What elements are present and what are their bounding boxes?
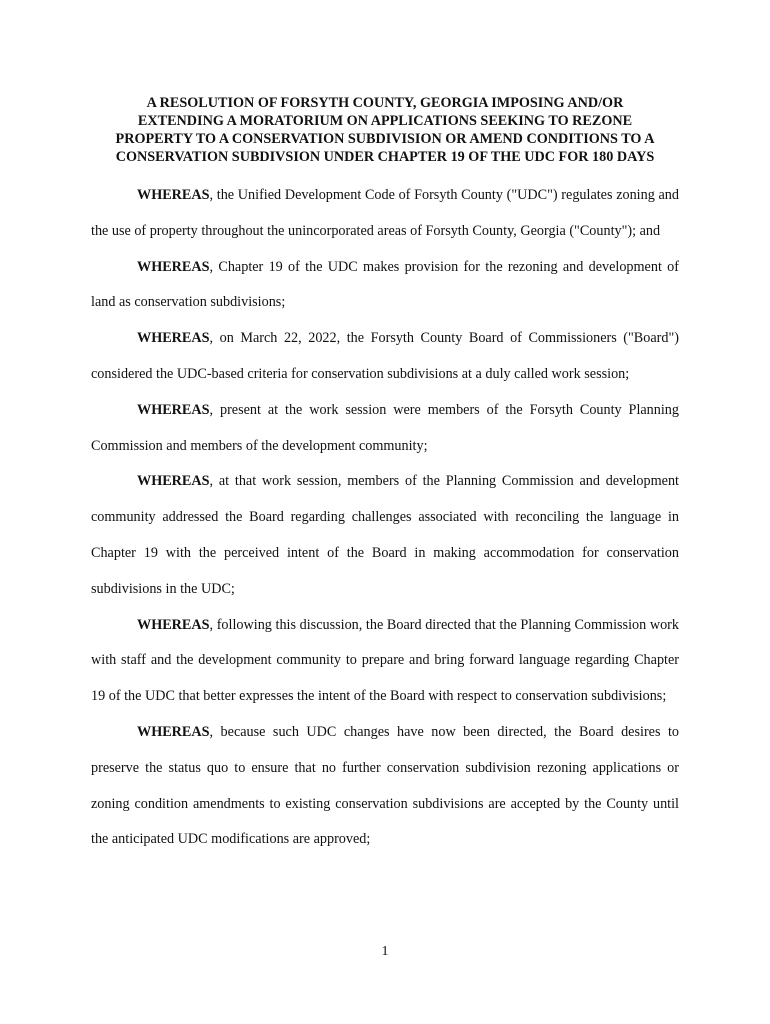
resolution-title bbox=[88, 94, 682, 166]
whereas-paragraph-6 bbox=[91, 608, 679, 715]
page-number: 1 bbox=[381, 944, 389, 959]
whereas-lead: WHEREAS bbox=[137, 187, 210, 203]
paragraph-text: , the Unified Development Code of Forsyth County ("UDC") regulates zoning and the use of property throughout the unincorporated areas of Forsyth County, Georgia ("County"); and bbox=[91, 187, 679, 239]
whereas-paragraph-5 bbox=[91, 464, 679, 607]
title-line-2: EXTENDING A MORATORIUM ON APPLICATIONS SEEKING TO REZONE bbox=[137, 113, 633, 129]
whereas-lead: WHEREAS bbox=[137, 258, 210, 275]
title-line-1: A RESOLUTION OF FORSYTH COUNTY, GEORGIA IMPOSING AND/OR bbox=[146, 95, 624, 111]
paragraph-text: , present at the work session were members of the Forsyth County Planning Commission and members of the development community; bbox=[91, 401, 679, 454]
whereas-lead: WHEREAS bbox=[137, 330, 210, 347]
whereas-paragraph-4 bbox=[91, 393, 679, 465]
paragraph-text: , because such UDC changes have now been directed, the Board desires to preserve the status quo to ensure that no further conservation subdivision rezoning applications or zoning condition amendments to existing conservation subdivisions are accepted by the County until the anticipated UDC modifications are approved; bbox=[91, 723, 679, 848]
whereas-paragraph-7 bbox=[91, 715, 679, 858]
whereas-paragraph-2 bbox=[91, 250, 679, 322]
paragraph-text: , following this discussion, the Board directed that the Planning Commission work with staff and the development community to prepare and bring forward language regarding Chapter 19 of the UDC that better expresses the intent of the Board with respect to conservation subdivisions; bbox=[91, 616, 679, 705]
whereas-paragraph-3 bbox=[91, 321, 679, 393]
whereas-lead: WHEREAS bbox=[137, 723, 210, 740]
whereas-paragraph-1 bbox=[91, 178, 679, 250]
document-body bbox=[91, 178, 679, 858]
paragraph-text: , Chapter 19 of the UDC makes provision for the rezoning and development of land as conservation subdivisions; bbox=[91, 258, 679, 311]
paragraph-text: , at that work session, members of the Planning Commission and development community addressed the Board regarding challenges associated with reconciling the language in Chapter 19 with the perceived intent of the Board in making accommodation for conservation subdivisions in the UDC; bbox=[91, 473, 679, 597]
title-line-3: PROPERTY TO A CONSERVATION SUBDIVISION OR AMEND CONDITIONS TO A bbox=[115, 131, 655, 147]
whereas-lead: WHEREAS bbox=[137, 616, 210, 633]
paragraph-text: , on March 22, 2022, the Forsyth County Board of Commissioners ("Board") considered the UDC-based criteria for conservation subdivisions at a duly called work session; bbox=[91, 330, 679, 382]
whereas-lead: WHEREAS bbox=[137, 473, 210, 490]
title-line-4: CONSERVATION SUBDIVSION UNDER CHAPTER 19 OF THE UDC FOR 180 DAYS bbox=[115, 149, 655, 165]
whereas-lead: WHEREAS bbox=[137, 401, 210, 418]
